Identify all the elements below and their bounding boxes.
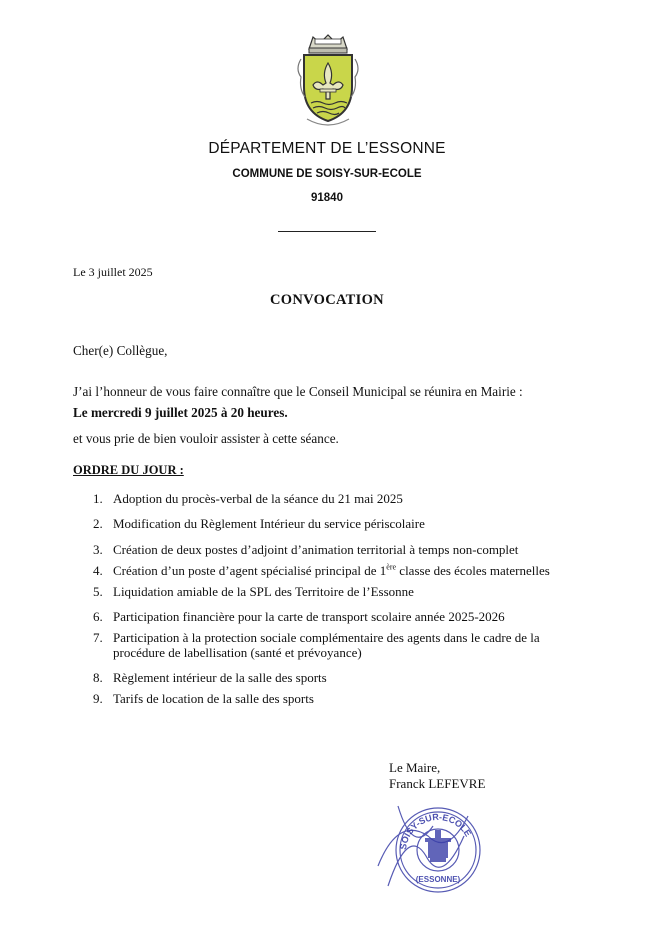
svg-text:SOISY-SUR-ECOLE: SOISY-SUR-ECOLE (398, 811, 474, 851)
agenda-item-text: Adoption du procès-verbal de la séance du 21 mai 2025 (113, 491, 403, 506)
coat-of-arms-logo (293, 33, 363, 129)
agenda-item-number: 7. (93, 630, 103, 645)
agenda-item-number: 1. (93, 491, 103, 506)
agenda-item-text (113, 563, 573, 578)
agenda-item-text-part: classe des écoles maternelles (396, 563, 550, 578)
salutation: Cher(e) Collègue, (73, 343, 168, 358)
agenda-item-text: Tarifs de location de la salle des sports (113, 691, 314, 706)
agenda-item-number: 3. (93, 542, 103, 557)
department-heading: DÉPARTEMENT DE L’ESSONNE (208, 140, 446, 157)
document-title: CONVOCATION (270, 292, 384, 308)
header-divider (278, 231, 376, 232)
commune-heading: COMMUNE DE SOISY-SUR-ECOLE (232, 168, 422, 180)
agenda-item-text: Liquidation amiable de la SPL des Territoire de l’Essonne (113, 584, 414, 599)
agenda-item-number: 6. (93, 609, 103, 624)
agenda-item-number: 2. (93, 516, 103, 531)
ordinal-superscript: ère (386, 562, 397, 572)
agenda-item-number: 4. (93, 563, 103, 578)
agenda-item-number: 5. (93, 584, 103, 599)
agenda-item-number: 9. (93, 691, 103, 706)
intro-paragraph: J’ai l’honneur de vous faire connaître que le Conseil Municipal se réunira en Mairie : (73, 384, 523, 399)
agenda-item-number: 8. (93, 670, 103, 685)
attendance-request: et vous prie de bien vouloir assister à cette séance. (73, 431, 339, 446)
agenda-item-text: Création de deux postes d’adjoint d’animation territorial à temps non-complet (113, 542, 519, 557)
agenda-item-text: Participation à la protection sociale complémentaire des agents dans le cadre de la procédure de labellisation (santé et prévoyance) (113, 630, 540, 660)
agenda-item-text: Participation financière pour la carte de transport scolaire année 2025-2026 (113, 609, 505, 624)
meeting-date: Le mercredi 9 juillet 2025 à 20 heures. (73, 405, 288, 420)
signature-title: Le Maire, (389, 760, 441, 775)
signature-name: Franck LEFEVRE (389, 776, 486, 791)
official-stamp-seal (368, 796, 508, 896)
agenda-title: ORDRE DU JOUR : (73, 463, 184, 477)
agenda-item-text: Modification du Règlement Intérieur du service périscolaire (113, 516, 425, 531)
agenda-item-text: Règlement intérieur de la salle des sports (113, 670, 327, 685)
postal-code: 91840 (311, 192, 343, 204)
agenda-item-text-part: Création d’un poste d’agent spécialisé principal de 1 (113, 563, 387, 578)
letter-date: Le 3 juillet 2025 (73, 265, 153, 279)
svg-text:(ESSONNE): (ESSONNE) (415, 875, 461, 884)
